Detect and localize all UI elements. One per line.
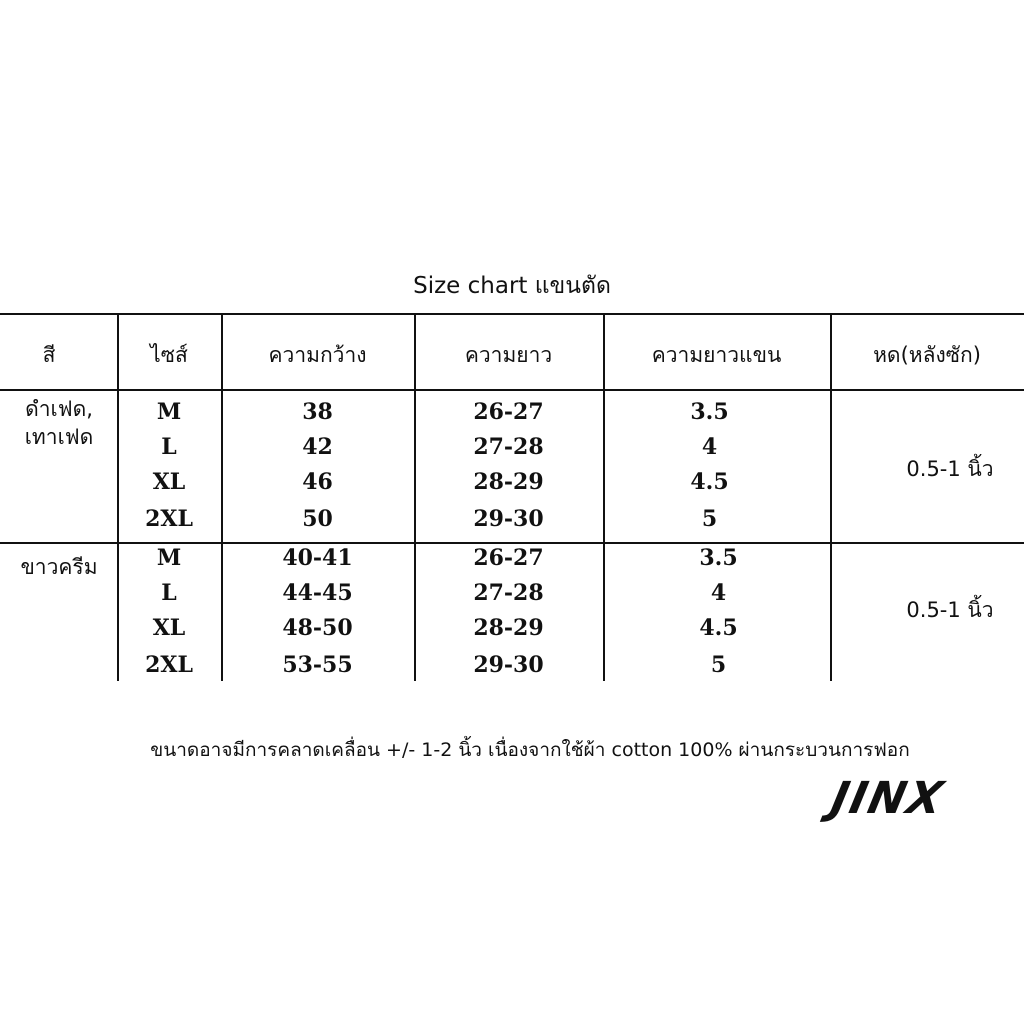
size-cell: M — [156, 545, 182, 571]
color-name-line: ขาวครีม — [20, 555, 98, 579]
table-top-border — [0, 313, 1024, 315]
color-name — [0, 395, 118, 451]
length-cell: 28-29 — [473, 615, 544, 641]
header-shrink: หด(หลังซัก) — [873, 343, 981, 367]
header-length: ความยาว — [464, 343, 553, 367]
width-cell: 48-50 — [282, 615, 353, 641]
length-cell: 26-27 — [473, 399, 544, 425]
sleeve-cell: 5 — [710, 652, 727, 678]
size-cell: 2XL — [145, 652, 193, 678]
width-cell: 44-45 — [282, 580, 353, 606]
sleeve-cell: 4.5 — [699, 615, 738, 641]
length-cell: 28-29 — [473, 469, 544, 495]
width-cell: 53-55 — [282, 652, 353, 678]
size-cell: 2XL — [145, 506, 193, 532]
width-cell: 42 — [302, 434, 333, 460]
group-divider — [0, 542, 1024, 544]
length-cell: 29-30 — [473, 506, 544, 532]
sleeve-cell: 3.5 — [690, 399, 729, 425]
sleeve-cell: 4 — [701, 434, 718, 460]
header-color: สี — [42, 343, 56, 367]
sleeve-cell: 3.5 — [699, 545, 738, 571]
width-cell: 50 — [302, 506, 333, 532]
size-cell: L — [161, 434, 177, 460]
size-table — [0, 313, 1024, 681]
shrink-value: 0.5-1 นิ้ว — [906, 598, 994, 622]
sleeve-cell: 4.5 — [690, 469, 729, 495]
width-cell: 46 — [302, 469, 333, 495]
width-cell: 38 — [302, 399, 333, 425]
header-width: ความกว้าง — [268, 343, 367, 367]
header-size: ไซส์ — [150, 343, 188, 367]
sleeve-cell: 5 — [701, 506, 718, 532]
color-name — [0, 553, 118, 581]
header-bottom-border — [0, 389, 1024, 391]
size-cell: XL — [152, 469, 186, 495]
brand-logo: JINX — [826, 773, 950, 824]
length-cell: 27-28 — [473, 434, 544, 460]
width-cell: 40-41 — [282, 545, 353, 571]
size-cell: M — [156, 399, 182, 425]
color-name-line: เทาเฟด — [24, 425, 94, 449]
size-note: ขนาดอาจมีการคลาดเคลื่อน +/- 1-2 นิ้ว เนื่องจากใช้ผ้า cotton 100% ผ่านกระบวนการฟอก — [150, 739, 910, 761]
size-cell: XL — [152, 615, 186, 641]
chart-title: Size chart แขนตัด — [413, 273, 611, 299]
color-name-line: ดำเฟด, — [25, 397, 93, 421]
length-cell: 26-27 — [473, 545, 544, 571]
length-cell: 27-28 — [473, 580, 544, 606]
header-sleeve: ความยาวแขน — [651, 343, 782, 367]
size-cell: L — [161, 580, 177, 606]
shrink-value: 0.5-1 นิ้ว — [906, 457, 994, 481]
length-cell: 29-30 — [473, 652, 544, 678]
sleeve-cell: 4 — [710, 580, 727, 606]
